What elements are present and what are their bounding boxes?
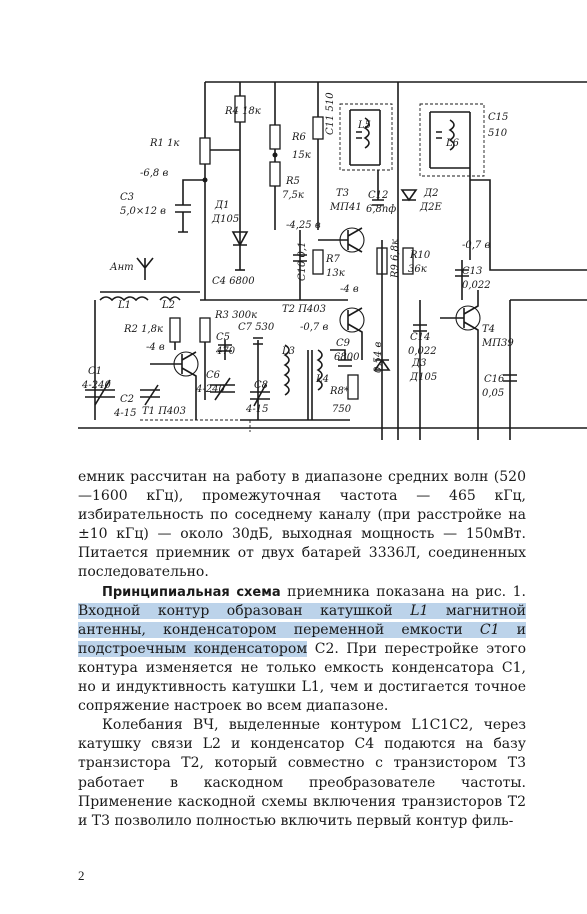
label-c2: C2 xyxy=(120,394,135,405)
paragraph-2-tail: C2. При перестройке этого контура изменяется не только емкость конденсатора C1, но и индуктивность катушки L1, чем и достигается точное сопряжение настроек во всем диапазоне. xyxy=(78,640,527,715)
label-l2: L2 xyxy=(162,300,176,311)
label-c12: C12 xyxy=(368,190,389,201)
capacitor-c14 xyxy=(413,300,427,440)
wire xyxy=(440,290,478,440)
wire xyxy=(183,180,205,205)
label-r8: R8* xyxy=(330,386,349,397)
gang-link xyxy=(140,420,250,432)
highlighted-text[interactable]: L1 xyxy=(410,602,429,619)
label-r5: R5 xyxy=(286,176,300,187)
label-c7: C7 530 xyxy=(238,322,275,333)
label-voltage-7: 0,54 в xyxy=(373,341,384,373)
resistor-r6 xyxy=(270,125,280,149)
highlighted-text[interactable]: магнитной антенны, конденсатором переменной емкости xyxy=(78,602,526,638)
label-c16-value: 0,05 xyxy=(482,388,505,399)
paragraph-3: Колебания ВЧ, выделенные контуром L1C1C2, через катушку связи L2 и конденсатор C4 подаются на базу транзистора T2, который совместно с транзистором T3 работает в каскодном преобразователе частоты. Применение каскодной схемы включения транзисторов T2 и T3 позволило полностью включить первый контур филь- xyxy=(78,717,526,829)
antenna-icon xyxy=(137,258,153,280)
label-c13-value: 0,022 xyxy=(462,280,491,291)
section-heading: Принципиальная схема xyxy=(102,584,281,600)
label-antenna: Ант xyxy=(110,262,134,273)
highlighted-text[interactable]: и подстроечным конденсатором xyxy=(78,621,527,657)
resistor-r3 xyxy=(200,318,210,342)
label-d3: Д3 xyxy=(412,358,427,369)
label-c3: C3 xyxy=(120,192,135,203)
wire xyxy=(356,132,362,138)
capacitor-c2 xyxy=(140,385,160,405)
capacitor-c11 xyxy=(313,117,323,139)
label-r6: R6 xyxy=(292,132,306,143)
wire xyxy=(318,228,362,252)
resistor-r5 xyxy=(270,162,280,186)
label-r9: R9 6,8к xyxy=(390,239,401,278)
label-r7-value: 13к xyxy=(326,268,345,279)
label-c8: C8 xyxy=(254,380,269,391)
label-c5-value: 470 xyxy=(216,346,236,357)
label-c5: C5 xyxy=(216,332,231,343)
label-t1: T1 П403 xyxy=(142,406,187,417)
resistor-r8 xyxy=(348,375,358,399)
label-c3-value: 5,0×12 в xyxy=(120,206,167,217)
label-t3: T3 xyxy=(336,188,350,199)
label-r5-value: 7,5к xyxy=(282,190,304,201)
circuit-schematic xyxy=(0,0,587,455)
label-r10: R10 xyxy=(410,250,431,261)
label-c13: C13 xyxy=(462,266,483,277)
label-r10-value: 36к xyxy=(408,264,427,275)
label-d1-type: Д105 xyxy=(212,214,240,225)
label-l5: L5 xyxy=(358,120,372,131)
label-c14: C14 xyxy=(410,332,431,343)
label-voltage-3: -4 в xyxy=(340,284,359,295)
label-r3: R3 300к xyxy=(215,310,258,321)
label-d2: Д2 xyxy=(424,188,439,199)
diode-d2 xyxy=(402,190,416,200)
wire xyxy=(95,300,205,420)
label-d3-type: Д105 xyxy=(410,372,438,383)
paragraph-1: емник рассчитан на работу в диапазоне средних волн (520—1600 кГц), промежуточная частота — 465 кГц, избирательность по соседнему каналу (при расстройке на ±10 кГц) — около 30дБ, выходная мощность — 150мВт. Питается приемник от двух батарей 3336Л, соединенных последовательно. xyxy=(78,469,526,581)
paragraph-2 xyxy=(78,583,526,717)
label-voltage-4: -0,7 в xyxy=(462,240,491,251)
highlighted-text[interactable]: C1 xyxy=(479,621,500,638)
page-number: 2 xyxy=(78,868,85,883)
label-l6: L6 xyxy=(446,138,460,149)
label-l4: L4 xyxy=(316,374,330,385)
wire xyxy=(178,212,188,232)
label-t3-type: МП41 xyxy=(330,202,362,213)
label-c12-value: 6,8пф xyxy=(366,204,397,215)
label-voltage-2: -4,25 в xyxy=(286,220,321,231)
label-c16: C16 xyxy=(484,374,505,385)
label-c10: C10 0,1 xyxy=(297,241,308,281)
resistor-r2 xyxy=(170,318,180,342)
label-c15: C15 xyxy=(488,112,509,123)
label-l1: L1 xyxy=(118,300,132,311)
label-l3: L3 xyxy=(282,346,296,357)
label-r8-value: 750 xyxy=(332,404,352,415)
label-voltage-1: -6,8 в xyxy=(140,168,169,179)
label-r2: R2 1,8к xyxy=(124,324,163,335)
label-r4: R4 18к xyxy=(225,106,261,117)
label-c11: C11 510 xyxy=(325,92,336,135)
resistor-r7 xyxy=(313,250,323,274)
label-c1-value: 4-240 xyxy=(82,380,111,391)
label-r7: R7 xyxy=(326,254,340,265)
capacitor-c3 xyxy=(175,205,191,212)
label-d1: Д1 xyxy=(215,200,230,211)
label-c9-value: 6800 xyxy=(334,352,360,363)
label-c4: C4 6800 xyxy=(212,276,255,287)
label-t2: T2 П403 xyxy=(282,304,327,315)
core-icon xyxy=(308,350,312,420)
label-c15-value: 510 xyxy=(488,128,508,139)
label-c9: C9 xyxy=(336,338,351,349)
label-voltage-5: -4 в xyxy=(146,342,165,353)
transistor-t2 xyxy=(340,308,364,332)
label-c6-value: 4-240 xyxy=(196,384,225,395)
highlighted-text[interactable]: Входной контур образован катушкой xyxy=(78,602,411,619)
resistor-r1 xyxy=(200,138,210,164)
label-t4-type: МП39 xyxy=(482,338,514,349)
label-voltage-6: -0,7 в xyxy=(300,322,329,333)
body-text xyxy=(78,468,526,831)
label-c8-value: 4-15 xyxy=(246,404,269,415)
label-r6-value: 15к xyxy=(292,150,311,161)
label-d2-type: Д2Е xyxy=(420,202,442,213)
wire xyxy=(436,132,442,138)
label-c14-value: 0,022 xyxy=(408,346,437,357)
label-r1: R1 1к xyxy=(150,138,180,149)
label-c1: C1 xyxy=(88,366,103,377)
paragraph-2-text: приемника показана на рис. 1. xyxy=(280,583,527,600)
label-c6: C6 xyxy=(206,370,221,381)
label-c2-value: 4-15 xyxy=(114,408,137,419)
label-t4: T4 xyxy=(482,324,496,335)
capacitor-c16 xyxy=(503,300,517,440)
wire xyxy=(470,168,587,270)
